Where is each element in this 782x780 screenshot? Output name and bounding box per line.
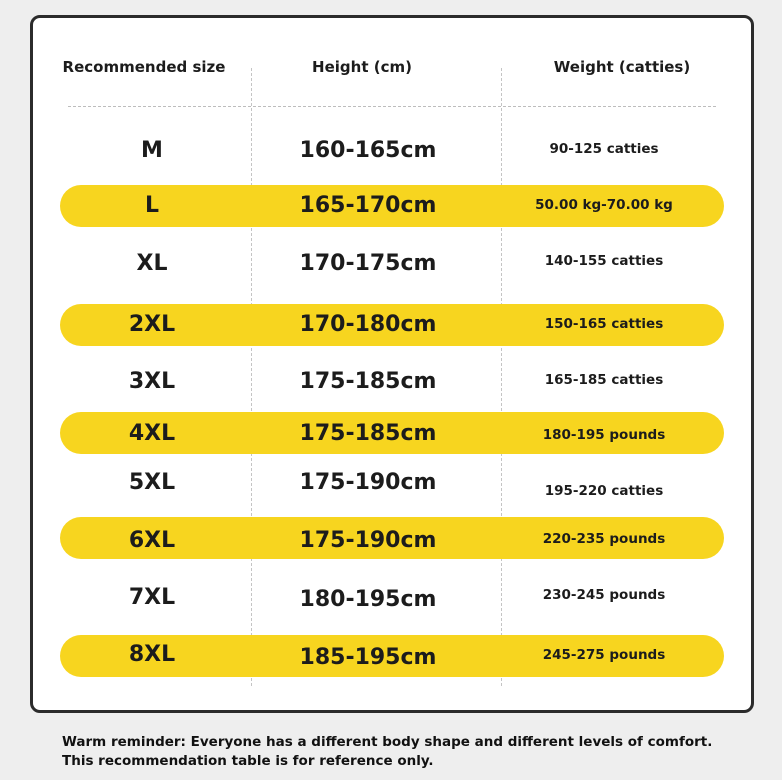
weight-cell-2xl: 150-165 catties xyxy=(544,316,664,332)
height-cell-5xl: 175-190cm xyxy=(299,470,437,495)
size-cell-7xl: 7XL xyxy=(128,585,176,610)
column-divider-2 xyxy=(501,68,502,686)
header-recommended-size: Recommended size xyxy=(62,58,226,76)
height-cell-3xl: 175-185cm xyxy=(299,369,437,394)
weight-cell-6xl: 220-235 pounds xyxy=(542,531,666,547)
height-cell-7xl: 180-195cm xyxy=(299,587,437,612)
weight-cell-xl: 140-155 catties xyxy=(544,253,664,269)
height-cell-xl: 170-175cm xyxy=(299,251,437,276)
warm-reminder-text: Warm reminder: Everyone has a different body shape and different levels of comfort. This recommendation table is for reference only. xyxy=(62,734,713,769)
height-cell-m: 160-165cm xyxy=(299,138,437,163)
weight-cell-5xl: 195-220 catties xyxy=(544,483,664,499)
height-cell-8xl: 185-195cm xyxy=(299,645,437,670)
size-cell-l: L xyxy=(144,193,160,218)
size-cell-m: M xyxy=(141,138,163,163)
weight-cell-8xl: 245-275 pounds xyxy=(542,647,666,663)
size-cell-5xl: 5XL xyxy=(128,470,176,495)
size-cell-8xl: 8XL xyxy=(128,642,176,667)
height-cell-2xl: 170-180cm xyxy=(299,312,437,337)
height-cell-l: 165-170cm xyxy=(299,193,437,218)
header-height: Height (cm) xyxy=(312,58,412,76)
weight-cell-l: 50.00 kg-70.00 kg xyxy=(535,197,673,213)
weight-cell-4xl: 180-195 pounds xyxy=(542,427,666,443)
size-cell-3xl: 3XL xyxy=(128,369,176,394)
header-weight: Weight (catties) xyxy=(553,58,691,76)
weight-cell-7xl: 230-245 pounds xyxy=(542,587,666,603)
weight-cell-m: 90-125 catties xyxy=(549,141,659,157)
height-cell-6xl: 175-190cm xyxy=(299,528,437,553)
size-cell-4xl: 4XL xyxy=(128,421,176,446)
size-cell-xl: XL xyxy=(136,251,168,276)
weight-cell-3xl: 165-185 catties xyxy=(544,372,664,388)
size-cell-6xl: 6XL xyxy=(128,528,176,553)
size-cell-2xl: 2XL xyxy=(128,312,176,337)
height-cell-4xl: 175-185cm xyxy=(299,421,437,446)
header-divider xyxy=(68,106,716,107)
